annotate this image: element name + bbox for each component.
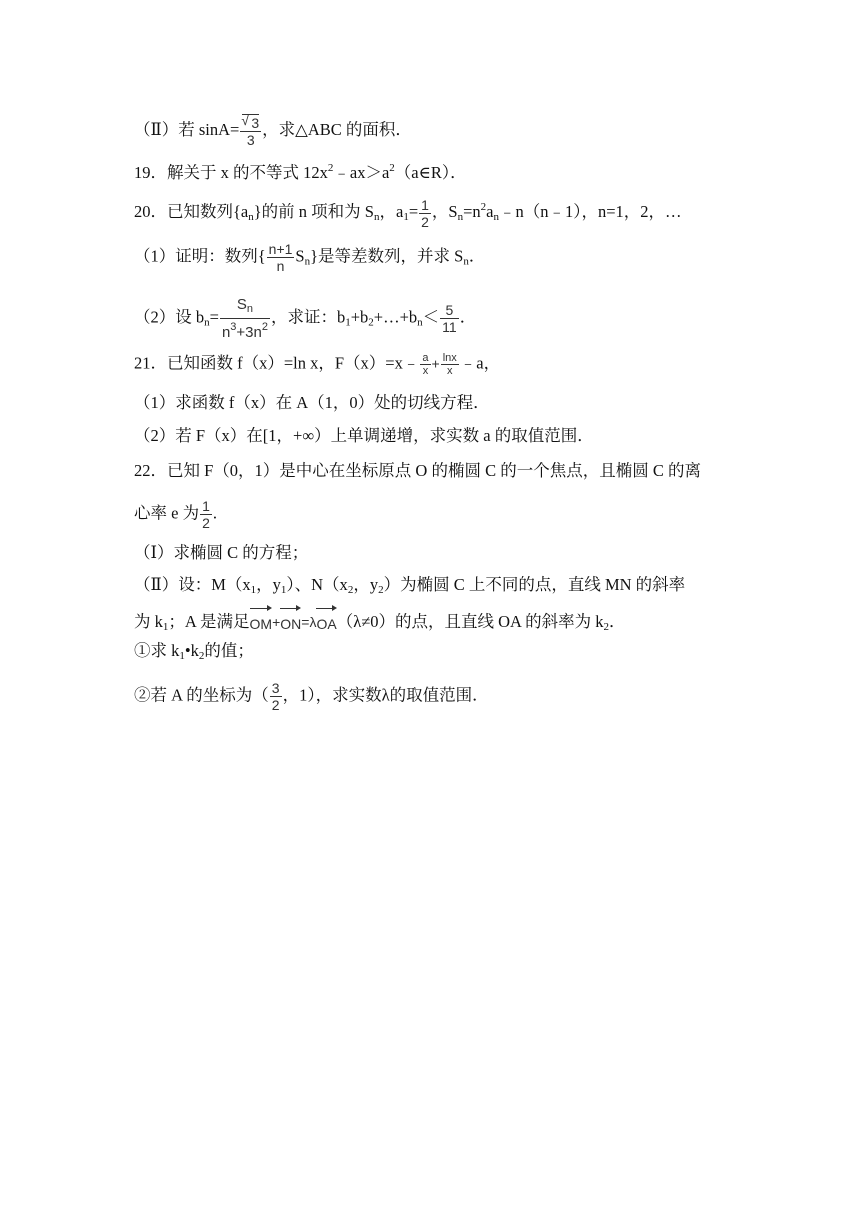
denominator: 2 [421,213,429,230]
q22-text: （Ⅱ）设：M（x [134,575,251,594]
sqrt: √ 3 [242,114,259,131]
q21-text: ﹣a， [459,353,501,373]
q20-text: ﹣n（n﹣1），n=1，2，… [499,202,682,221]
q22-text: ）、N（x [286,575,348,594]
q20-text: a [486,202,494,221]
fraction [270,680,282,713]
q21-part-2: （2）若 F（x）在[1，+∞）上单调递增，求实数 a 的取值范围． [134,426,594,445]
q19-text: 19．解关于 x 的不等式 12x [134,163,328,182]
subscript: n [246,303,254,315]
q19-text-c: （a∈R）． [394,163,467,182]
q20-p2-text: ． [459,307,477,327]
q18-tail: ，求△ABC 的面积． [262,119,412,139]
q22-text: . [212,503,217,523]
q22-text: 为 k [134,612,163,631]
denominator: 11 [442,319,457,335]
exponent: 2 [389,162,395,174]
q20-text: 20．已知数列{a [134,202,249,221]
q22-text: 心率 e 为 [134,503,200,523]
q22-part-ii-cont [134,607,626,638]
q20-text: ，S [431,202,458,221]
exponent: 2 [327,162,334,174]
numerator [220,296,270,318]
fraction [419,197,431,230]
q22-stem-line1: 22．已知 F（0，1）是中心在坐标原点 O 的椭圆 C 的一个焦点，且椭圆 C 的离 [134,461,701,480]
denominator-text: n [221,324,231,341]
q22-text: ；A 是满足 [168,612,250,631]
fraction [267,241,295,274]
q21-stem [134,352,500,377]
numerator: 5 [445,302,454,318]
q20-text: ，a [379,202,404,221]
q22-text: ②若 A 的坐标为（ [134,685,269,705]
q21-part-1: （1）求函数 f（x）在 A（1，0）处的切线方程． [134,393,490,412]
vector-om [250,607,273,635]
q22-stem-line2 [134,498,217,531]
numerator: 3 [271,680,280,696]
q22-part-ii [134,574,685,601]
vector-label: ON [280,607,301,635]
q20-p2-text: ＜ [422,307,440,327]
subscript: 2 [368,316,374,329]
q22-text: ，y [256,575,281,594]
q20-p2-text: +b [350,307,369,327]
subscript: n [493,211,499,223]
q20-p2-text: +…+b [373,307,418,327]
q20-p1-text: }是等差数列，并求 S [310,246,464,266]
q20-p1-text: ． [468,246,486,266]
plus-sign: + [272,614,281,630]
q20-p1-text: S [295,246,305,266]
subscript: 2 [198,650,205,662]
fraction [220,296,270,341]
subscript: 2 [603,621,610,633]
q22-sub-1 [134,640,254,667]
q20-stem [134,196,682,230]
q20-p2-text: = [209,307,219,327]
denominator: 2 [202,515,210,531]
numerator: lnx [442,352,457,364]
q20-part-2 [134,296,476,341]
fraction [441,352,459,377]
vector-oa [316,607,336,635]
q20-text: }的前 n 项和为 S [253,202,374,221]
vector-label: OA [316,607,336,635]
subscript: n [457,211,464,223]
subscript: n [248,211,254,223]
q22-text: ． [609,612,626,631]
q18-part-ii [134,114,412,148]
q18-text: （Ⅱ）若 sinA= [134,119,240,139]
denominator: x [441,364,459,377]
vector-on [280,607,301,635]
exponent: 2 [480,201,487,213]
equals-sign: = [301,614,310,630]
q20-p1-text: （1）证明：数列{ [134,246,266,266]
q19-text-b: ﹣ax＞a [333,163,390,182]
subscript: n [373,211,380,223]
q19 [134,157,467,184]
subscript: n [417,316,423,329]
fraction [420,352,430,377]
q22-text: •k [184,641,199,660]
q22-text: ，y [353,575,379,594]
numerator: 1 [421,196,429,213]
q22-part-i: （Ⅰ）求椭圆 C 的方程； [134,543,309,562]
q20-text: = [408,202,419,221]
q22-sub-2 [134,680,489,713]
fraction [200,498,212,531]
denominator: n [267,257,295,274]
subscript: 1 [179,650,185,662]
denominator-text: +3n [236,324,262,341]
q22-text: ，1），求实数λ的取值范围． [282,685,489,705]
fraction [240,114,261,148]
subscript: 1 [403,211,409,223]
subscript: 2 [347,584,354,596]
plus-sign: + [431,355,440,372]
q20-p2-text: （2）设 b [134,307,205,327]
subscript: 1 [345,316,351,329]
lambda: λ [309,614,317,630]
exponent: 3 [230,321,237,333]
q22-text: ）为椭圆 C 上不同的点，直线 MN 的斜率 [383,575,686,594]
numerator: 1 [202,498,210,514]
exponent: 2 [261,321,268,333]
q21-text: 21．已知函数 f（x）=ln x，F（x）=x﹣ [134,353,420,373]
denominator: 3 [240,131,261,148]
subscript: 1 [280,584,287,596]
subscript: 1 [162,621,169,633]
numerator: a [422,352,429,364]
q22-text: 的值； [204,641,254,660]
q20-p2-text: ，求证：b [270,307,346,327]
numerator: n+1 [268,241,293,257]
subscript: 2 [378,584,384,596]
q22-text: （λ≠0）的点，且直线 OA 的斜率为 k [336,612,604,631]
subscript: n [463,255,469,268]
subscript: n [204,316,210,329]
numerator-text: S [236,296,247,313]
vector-label: OM [250,607,273,635]
q20-part-1 [134,241,485,274]
q22-text: ①求 k [134,641,180,660]
denominator: x [420,364,430,377]
fraction [440,302,459,335]
subscript: 1 [250,584,257,596]
subscript: n [304,255,311,268]
q20-text: =n [463,202,481,221]
denominator [220,318,270,341]
denominator: 2 [271,697,280,713]
